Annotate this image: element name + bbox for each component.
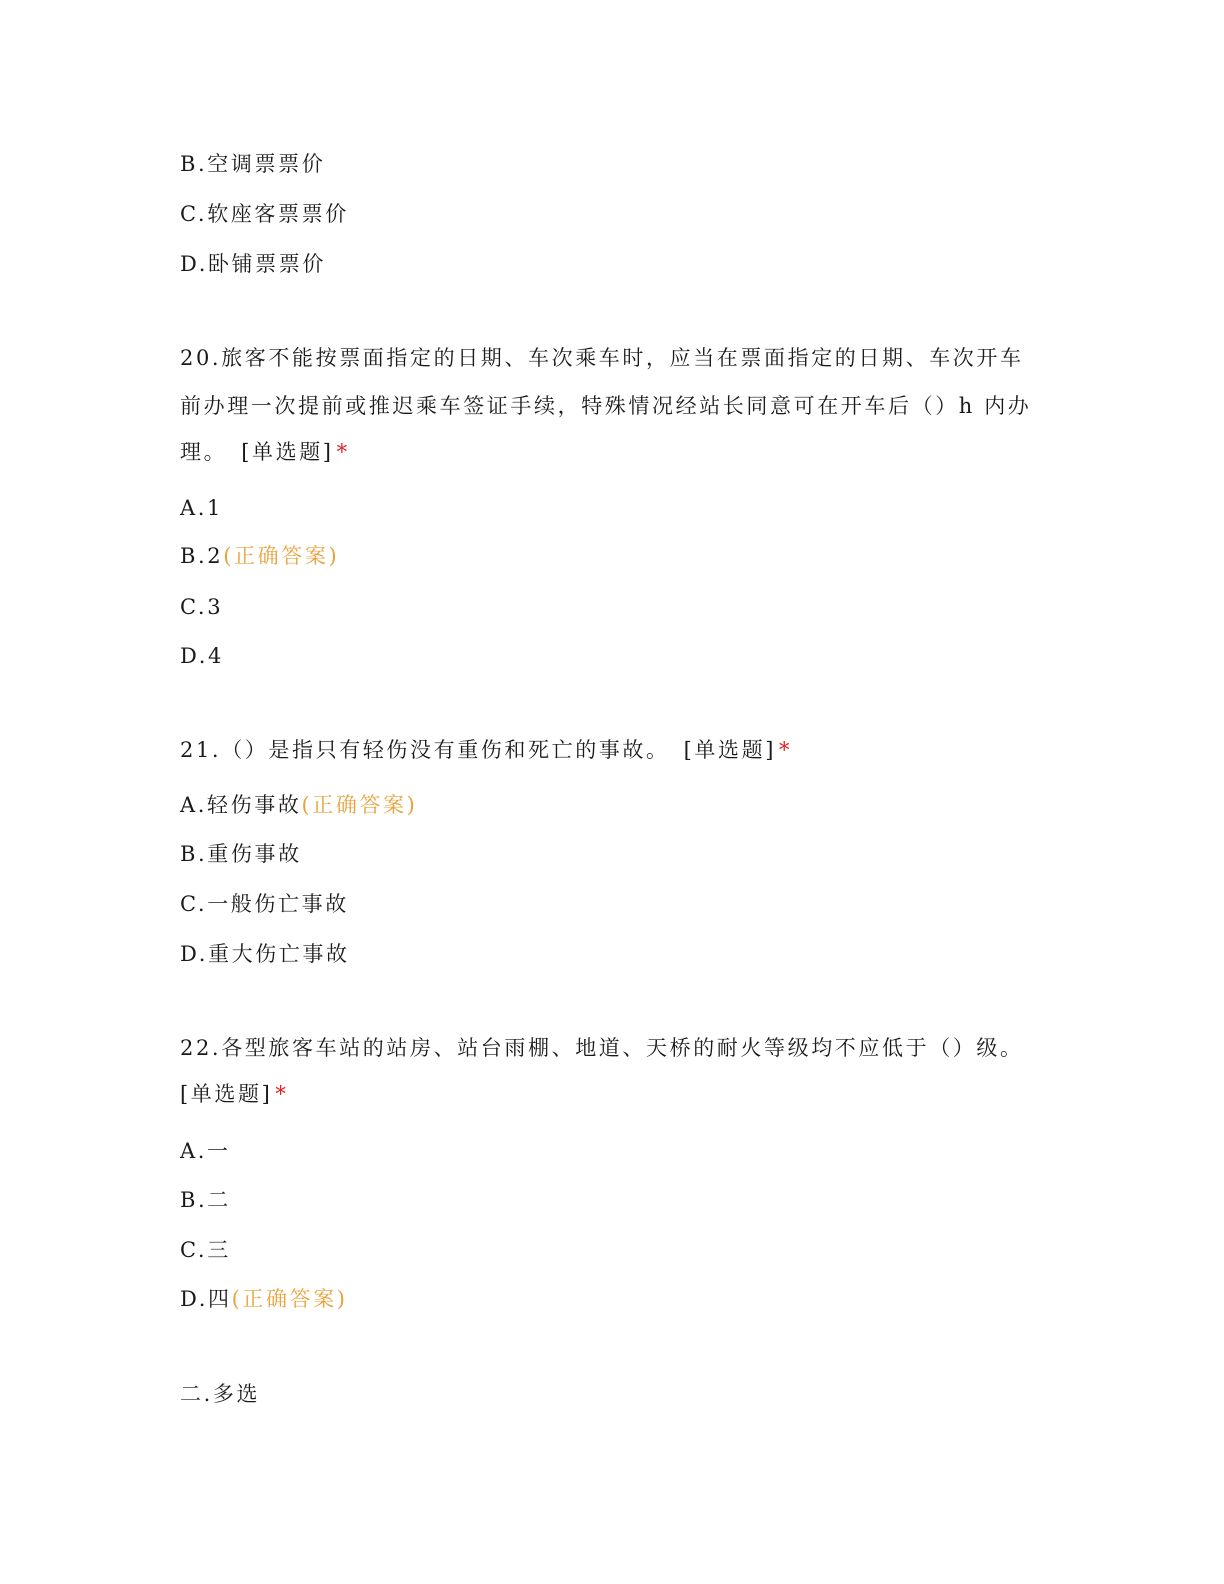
question-text	[180, 438, 350, 466]
required-mark: *	[336, 440, 350, 464]
question-text: 20.旅客不能按票面指定的日期、车次乘车时，应当在票面指定的日期、车次开车	[180, 346, 1024, 370]
question-text: 前办理一次提前或推迟乘车签证手续，特殊情况经站长同意可在开车后（）h 内办	[180, 394, 1032, 418]
option-text: D.重大伤亡事故	[180, 942, 350, 966]
option	[180, 1236, 231, 1264]
option	[180, 642, 224, 670]
option	[180, 200, 349, 228]
option-text: A.一	[180, 1139, 231, 1163]
required-mark: *	[275, 1082, 289, 1106]
option-text: D.卧铺票票价	[180, 252, 326, 276]
option-text: B.空调票票价	[180, 152, 326, 176]
option	[180, 791, 417, 819]
question-text: 22.各型旅客车站的站房、站台雨棚、地道、天桥的耐火等级均不应低于（）级。	[180, 1036, 1024, 1060]
option	[180, 890, 349, 918]
correct-answer-label: (正确答案)	[301, 793, 418, 817]
option	[180, 494, 223, 522]
question-meta	[180, 1080, 289, 1108]
option	[180, 250, 326, 278]
option-text: A.1	[180, 496, 224, 520]
correct-answer-label: (正确答案)	[223, 544, 340, 568]
option-text: C.三	[180, 1238, 231, 1262]
option-text: C.一般伤亡事故	[180, 892, 349, 916]
option	[180, 940, 350, 968]
option	[180, 593, 223, 621]
question-text-end: 理。	[180, 440, 228, 464]
option	[180, 1186, 231, 1214]
correct-answer-label: (正确答案)	[231, 1287, 348, 1311]
option	[180, 542, 339, 570]
question-text	[180, 736, 792, 764]
section-heading: 二.多选	[180, 1382, 261, 1406]
option-text: C.3	[180, 595, 224, 619]
question-type-tag: [单选题]	[241, 440, 334, 464]
option-text: B.重伤事故	[180, 842, 302, 866]
option	[180, 840, 302, 868]
question-type-tag: [单选题]	[180, 1082, 273, 1106]
question-text-main: 21.（）是指只有轻伤没有重伤和死亡的事故。	[180, 738, 670, 762]
option	[180, 1285, 348, 1313]
option-text: D.四	[180, 1287, 232, 1311]
option-text: B.2	[180, 544, 224, 568]
question-type-tag: [单选题]	[683, 738, 776, 762]
option-text: C.软座客票票价	[180, 202, 349, 226]
option-text: A.轻伤事故	[180, 793, 302, 817]
required-mark: *	[779, 738, 793, 762]
option	[180, 1137, 231, 1165]
option-text: D.4	[180, 644, 224, 668]
option	[180, 150, 325, 178]
option-text: B.二	[180, 1188, 231, 1212]
